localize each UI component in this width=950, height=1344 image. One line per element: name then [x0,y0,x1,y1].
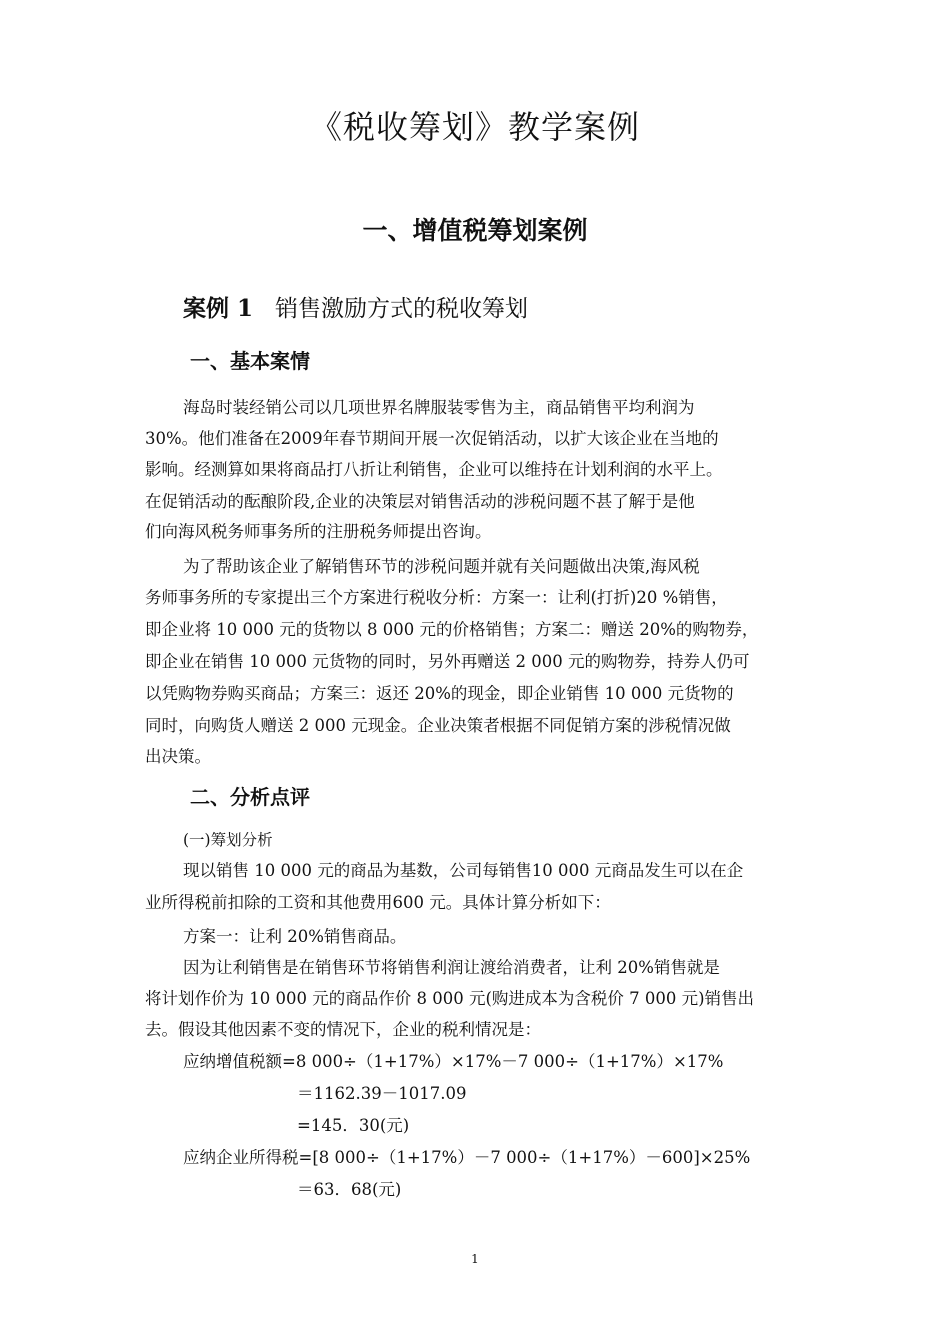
paragraph-line: 将计划作价为 10 000 元的商品作价 8 000 元(购进成本为含税价 7 000 元)销售出 [145,989,755,1008]
formula-line: 应纳企业所得税=[8 000÷（1+17%）－7 000÷（1+17%）－600]×25% [183,1148,751,1167]
paragraph-line: 影响。经测算如果将商品打八折让利销售，企业可以维持在计划利润的水平上。 [145,460,723,479]
paragraph-line: 为了帮助该企业了解销售环节的涉税问题并就有关问题做出决策,海风税 [183,557,700,576]
paragraph-line: 在促销活动的酝酿阶段,企业的决策层对销售活动的涉税问题不甚了解于是他 [145,492,695,511]
formula-line: 应纳增值税额=8 000÷（1+17%）×17%－7 000÷（1+17%）×17% [183,1052,724,1071]
paragraph-line: 以凭购物券购买商品；方案三：返还 20%的现金，即企业销售 10 000 元货物的 [145,684,734,703]
basic-heading: 一、基本案情 [190,349,310,373]
paragraph-line: 即企业在销售 10 000 元货物的同时，另外再赠送 2 000 元的购物券，持券人仍可 [145,652,750,671]
paragraph-line: 方案一：让利 20%销售商品。 [183,927,407,946]
formula-line: ＝63．68(元) [297,1180,402,1199]
paragraph-line: 务师事务所的专家提出三个方案进行税收分析：方案一：让利(打折)20 %销售， [145,588,728,607]
paragraph-line: 海岛时装经销公司以几项世界名牌服装零售为主，商品销售平均利润为 [183,398,695,417]
subsection-label: (一)筹划分析 [183,831,273,849]
paragraph-line: 30%。他们准备在2009年春节期间开展一次促销活动，以扩大该企业在当地的 [145,429,719,448]
page-number: 1 [471,1252,479,1266]
paragraph-line: 业所得税前扣除的工资和其他费用600 元。具体计算分析如下： [145,893,611,912]
paragraph-line: 出决策。 [145,747,211,766]
document-title: 《税收筹划》教学案例 [309,108,640,146]
paragraph-line: 现以销售 10 000 元的商品为基数，公司每销售10 000 元商品发生可以在企 [183,861,744,880]
formula-line: ＝1162.39－1017.09 [297,1084,467,1103]
paragraph-line: 们向海风税务师事务所的注册税务师提出咨询。 [145,522,492,541]
paragraph-line: 同时，向购货人赠送 2 000 元现金。企业决策者根据不同促销方案的涉税情况做 [145,716,731,735]
case-title [183,290,528,323]
formula-line: =145．30(元) [297,1116,410,1135]
paragraph-line: 去。假设其他因素不变的情况下，企业的税利情况是： [145,1020,541,1039]
case-name: 销售激励方式的税收筹划 [275,296,529,322]
paragraph-line: 因为让利销售是在销售环节将销售利润让渡给消费者，让利 20%销售就是 [183,958,720,977]
case-number: 案例 1 [183,295,254,322]
section-title: 一、增值税筹划案例 [362,216,588,245]
paragraph-line: 即企业将 10 000 元的货物以 8 000 元的价格销售；方案二：赠送 20%的购物券， [145,620,759,639]
analysis-heading: 二、分析点评 [190,785,310,809]
